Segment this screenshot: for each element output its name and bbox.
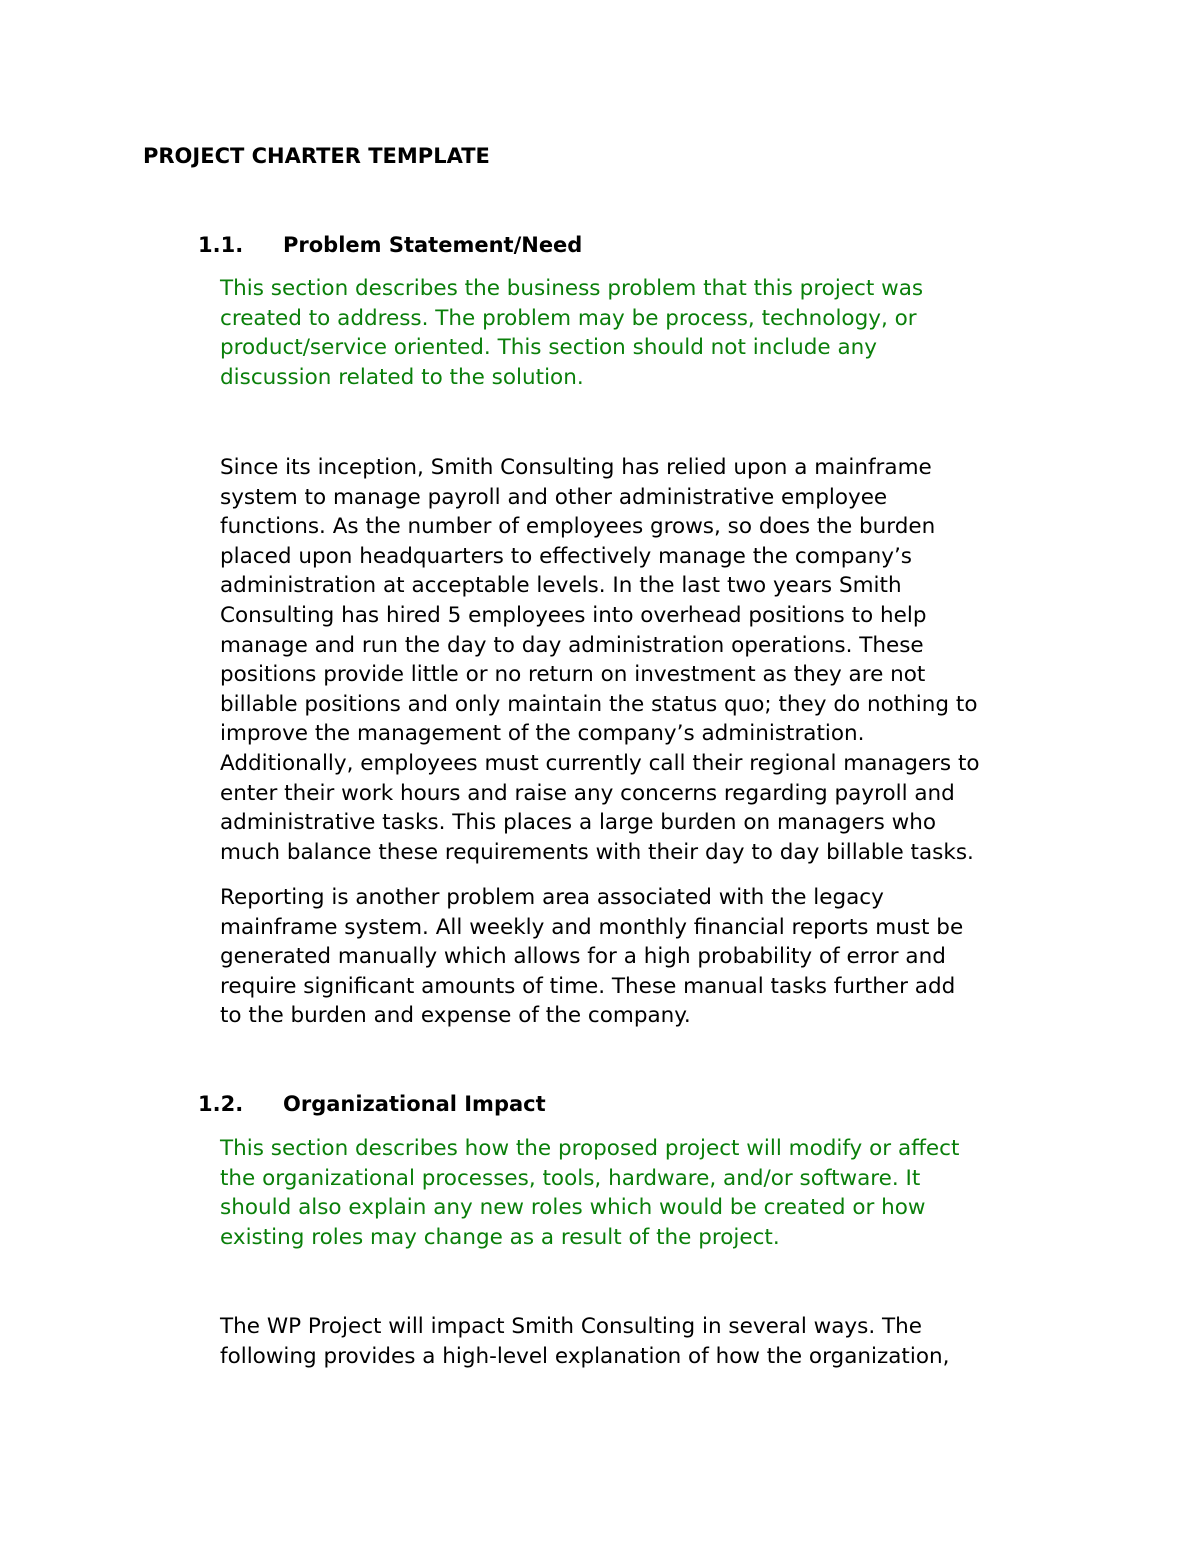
section-number: 1.1. [198,233,244,257]
text-line: positions provide little or no return on investment as they are not [220,662,926,688]
document-title: PROJECT CHARTER TEMPLATE [143,144,490,168]
text-line: system to manage payroll and other administrative employee [220,484,888,510]
text-line: enter their work hours and raise any concerns regarding payroll and [220,780,955,806]
section-title: Problem Statement/Need [283,233,583,257]
text-line: Additionally, employees must currently call their regional managers to [220,750,980,776]
body-paragraph-wp-project [220,1312,1080,1371]
text-line: existing roles may change as a result of the project. [220,1224,780,1250]
text-line: billable positions and only maintain the status quo; they do nothing to [220,691,978,717]
text-line: Consulting has hired 5 employees into overhead positions to help [220,602,927,628]
text-line: product/service oriented. This section should not include any [220,335,877,361]
text-line: to the burden and expense of the company. [220,1003,691,1029]
body-paragraph-reporting [220,883,1080,1031]
text-line: placed upon headquarters to effectively manage the company’s [220,543,912,569]
text-line: much balance these requirements with their day to day billable tasks. [220,839,974,865]
section-number: 1.2. [198,1092,244,1116]
text-line: the organizational processes, tools, hardware, and/or software. It [220,1165,921,1191]
text-line: should also explain any new roles which would be created or how [220,1195,926,1221]
body-paragraph-mainframe [220,453,1080,867]
text-line: manage and run the day to day administration operations. These [220,632,924,658]
section-heading-organizational-impact [198,1091,546,1117]
text-line: functions. As the number of employees grows, so does the burden [220,514,936,540]
section-title: Organizational Impact [283,1092,546,1116]
text-line: Since its inception, Smith Consulting has relied upon a mainframe [220,455,932,480]
text-line: require significant amounts of time. These manual tasks further add [220,973,956,999]
text-line: This section describes the business problem that this project was [220,276,924,301]
text-line: created to address. The problem may be process, technology, or [220,305,917,331]
text-line: following provides a high-level explanation of how the organization, [220,1343,950,1369]
guidance-paragraph-problem-statement [220,274,1080,392]
text-line: improve the management of the company’s administration. [220,721,865,747]
text-line: This section describes how the proposed project will modify or affect [220,1136,960,1161]
text-line: generated manually which allows for a high probability of error and [220,944,946,970]
text-line: administration at acceptable levels. In the last two years Smith [220,573,902,599]
text-line: discussion related to the solution. [220,364,584,390]
guidance-paragraph-organizational-impact [220,1134,1080,1252]
text-line: mainframe system. All weekly and monthly financial reports must be [220,914,964,940]
text-line: Reporting is another problem area associated with the legacy [220,885,884,910]
text-line: administrative tasks. This places a large burden on managers who [220,810,936,836]
section-heading-problem-statement [198,232,582,258]
text-line: The WP Project will impact Smith Consulting in several ways. The [220,1314,922,1339]
